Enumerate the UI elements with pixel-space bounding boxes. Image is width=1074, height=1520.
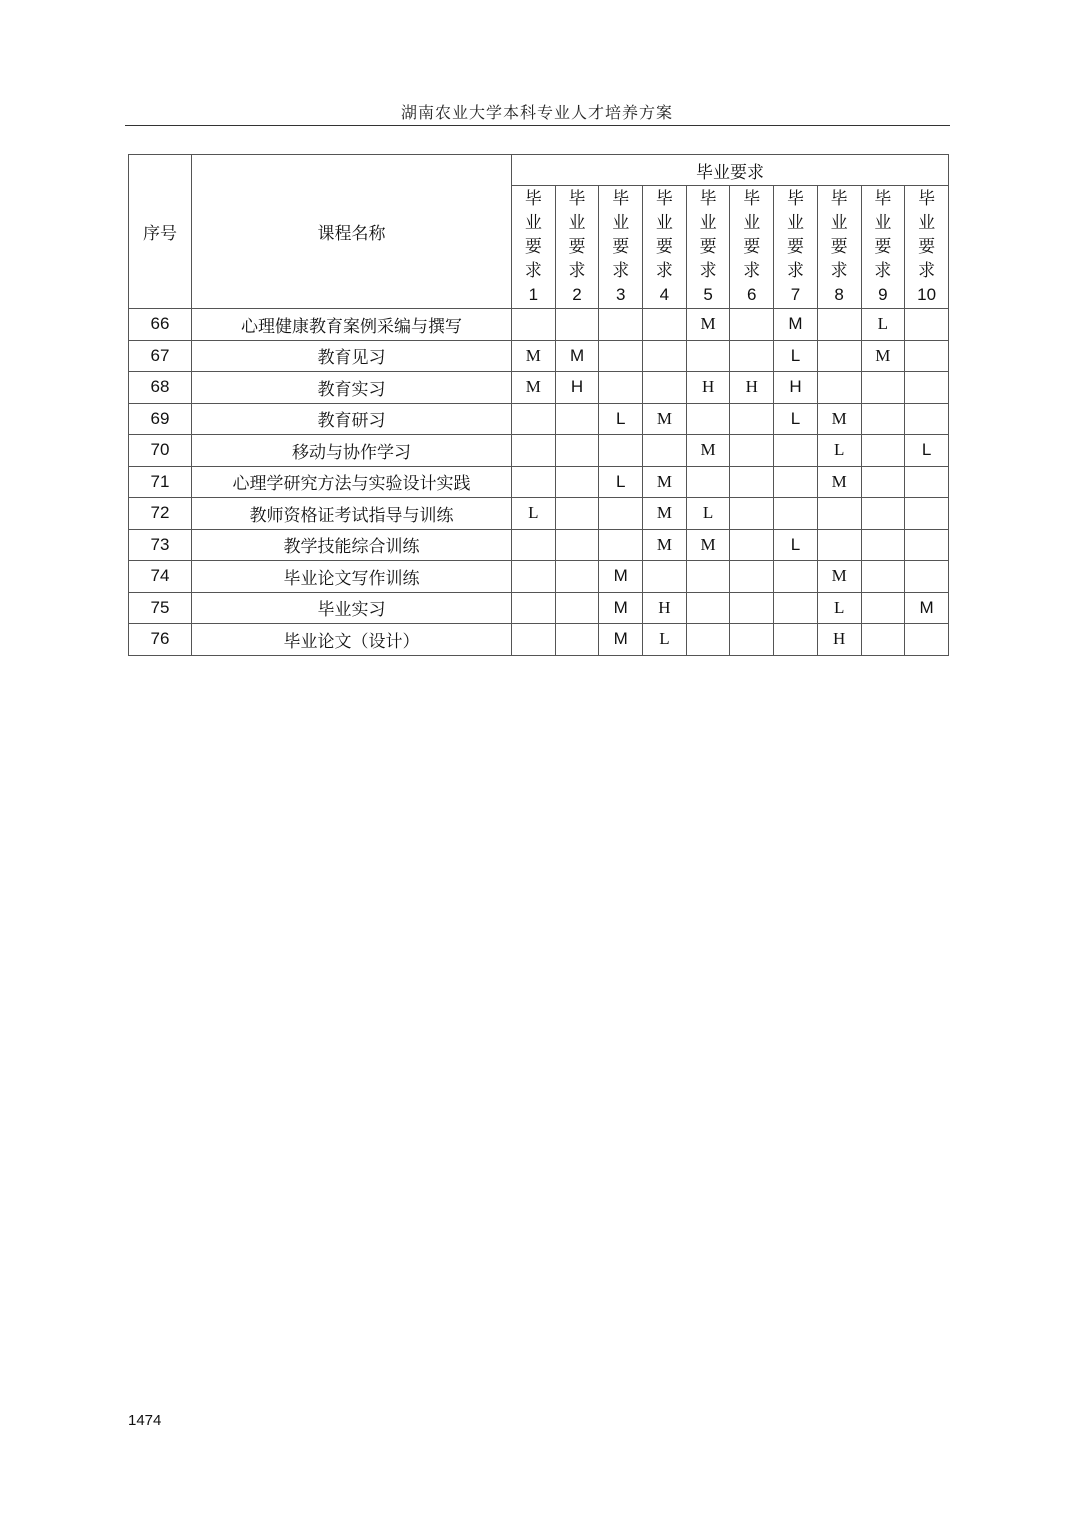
seq-header: 序号 xyxy=(129,155,192,309)
support-level-cell xyxy=(512,435,556,467)
support-level-cell xyxy=(686,624,730,656)
row-course-name: 教师资格证考试指导与训练 xyxy=(192,498,512,530)
requirement-header-char: 要 xyxy=(874,237,892,257)
requirement-header-char: 业 xyxy=(655,213,673,233)
course-name-header: 课程名称 xyxy=(192,155,512,309)
support-level-cell xyxy=(817,498,861,530)
support-level-cell xyxy=(905,498,949,530)
table-row xyxy=(129,372,949,404)
row-course-name: 移动与协作学习 xyxy=(192,435,512,467)
row-seq: 71 xyxy=(129,466,192,498)
support-level-cell xyxy=(905,624,949,656)
support-level-cell: H xyxy=(817,624,861,656)
row-course-name: 心理学研究方法与实验设计实践 xyxy=(192,466,512,498)
support-level-cell: L xyxy=(817,592,861,624)
support-level-cell xyxy=(599,340,643,372)
support-level-cell xyxy=(774,592,818,624)
support-level-cell: M xyxy=(555,340,599,372)
requirement-header-char: 求 xyxy=(524,261,542,281)
requirement-header-char: 求 xyxy=(743,261,761,281)
table-row xyxy=(129,561,949,593)
support-level-cell xyxy=(861,498,905,530)
support-level-cell xyxy=(555,624,599,656)
requirement-header-4 xyxy=(643,186,687,309)
table-row xyxy=(129,529,949,561)
support-level-cell xyxy=(861,435,905,467)
page-header-title: 湖南农业大学本科专业人才培养方案 xyxy=(400,103,673,122)
requirement-header-number: 5 xyxy=(703,285,713,304)
support-level-cell xyxy=(555,309,599,341)
requirement-header-char: 求 xyxy=(568,261,586,281)
table-row xyxy=(129,435,949,467)
support-level-cell xyxy=(599,498,643,530)
support-level-cell xyxy=(555,561,599,593)
support-level-cell: M xyxy=(643,529,687,561)
row-seq: 69 xyxy=(129,403,192,435)
support-level-cell xyxy=(512,561,556,593)
support-level-cell xyxy=(905,309,949,341)
requirement-header-10 xyxy=(905,186,949,309)
support-level-cell: M xyxy=(861,340,905,372)
support-level-cell xyxy=(686,340,730,372)
row-seq: 66 xyxy=(129,309,192,341)
support-level-cell xyxy=(905,403,949,435)
requirement-header-char: 毕 xyxy=(786,189,804,209)
row-seq: 67 xyxy=(129,340,192,372)
requirement-header-char: 业 xyxy=(699,213,717,233)
requirement-header-char: 求 xyxy=(918,261,936,281)
support-level-cell xyxy=(774,498,818,530)
support-level-cell: M xyxy=(512,340,556,372)
requirement-header-char: 求 xyxy=(874,261,892,281)
support-level-cell: L xyxy=(643,624,687,656)
requirement-header-char: 要 xyxy=(568,237,586,257)
support-level-cell: L xyxy=(905,435,949,467)
support-level-cell xyxy=(555,435,599,467)
requirement-header-char: 要 xyxy=(612,237,630,257)
support-level-cell xyxy=(905,466,949,498)
requirement-header-char: 毕 xyxy=(743,189,761,209)
support-level-cell xyxy=(905,340,949,372)
requirement-header-number: 2 xyxy=(572,285,582,304)
support-level-cell: L xyxy=(774,403,818,435)
support-level-cell: L xyxy=(861,309,905,341)
support-level-cell xyxy=(555,529,599,561)
support-level-cell xyxy=(643,435,687,467)
support-level-cell xyxy=(861,592,905,624)
support-level-cell: M xyxy=(599,592,643,624)
support-level-cell: M xyxy=(817,561,861,593)
row-seq: 70 xyxy=(129,435,192,467)
requirement-header-char: 业 xyxy=(918,213,936,233)
table-row xyxy=(129,498,949,530)
support-level-cell xyxy=(817,529,861,561)
requirement-header-2 xyxy=(555,186,599,309)
requirement-header-char: 求 xyxy=(699,261,717,281)
requirement-header-char: 要 xyxy=(830,237,848,257)
support-level-cell: M xyxy=(643,403,687,435)
requirement-header-8 xyxy=(817,186,861,309)
requirement-header-number: 7 xyxy=(790,285,801,304)
requirement-header-6 xyxy=(730,186,774,309)
support-level-cell: M xyxy=(905,592,949,624)
support-level-cell: L xyxy=(599,403,643,435)
support-level-cell xyxy=(905,529,949,561)
table-row xyxy=(129,340,949,372)
support-level-cell: M xyxy=(774,309,818,341)
table-row xyxy=(129,309,949,341)
row-seq: 75 xyxy=(129,592,192,624)
support-level-cell: M xyxy=(686,309,730,341)
support-level-cell xyxy=(861,466,905,498)
support-level-cell: M xyxy=(817,403,861,435)
support-level-cell xyxy=(686,466,730,498)
support-level-cell xyxy=(686,592,730,624)
support-level-cell xyxy=(555,466,599,498)
support-level-cell: M xyxy=(643,466,687,498)
support-level-cell: L xyxy=(686,498,730,530)
requirement-header-char: 要 xyxy=(786,237,804,257)
support-level-cell xyxy=(817,340,861,372)
support-level-cell xyxy=(599,435,643,467)
requirement-header-char: 要 xyxy=(918,237,936,257)
support-level-cell xyxy=(730,403,774,435)
support-level-cell xyxy=(861,529,905,561)
requirement-header-number: 8 xyxy=(834,285,844,304)
table-row xyxy=(129,466,949,498)
requirement-header-char: 业 xyxy=(524,213,542,233)
requirement-header-char: 要 xyxy=(524,237,542,257)
requirement-header-char: 业 xyxy=(743,213,761,233)
support-level-cell xyxy=(643,340,687,372)
support-level-cell xyxy=(730,435,774,467)
row-seq: 74 xyxy=(129,561,192,593)
requirement-header-char: 要 xyxy=(655,237,673,257)
requirement-header-number: 10 xyxy=(917,285,937,304)
support-level-cell: L xyxy=(599,466,643,498)
row-seq: 72 xyxy=(129,498,192,530)
row-course-name: 心理健康教育案例采编与撰写 xyxy=(192,309,512,341)
requirement-header-char: 毕 xyxy=(874,189,892,209)
table-row xyxy=(129,403,949,435)
requirement-header-number: 4 xyxy=(659,285,670,304)
row-course-name: 毕业论文（设计） xyxy=(192,624,512,656)
requirement-header-char: 求 xyxy=(830,261,848,281)
requirement-header-number: 1 xyxy=(528,285,539,304)
requirement-header-char: 毕 xyxy=(612,189,630,209)
support-level-cell xyxy=(643,372,687,404)
requirement-header-char: 毕 xyxy=(524,189,542,209)
support-level-cell: H xyxy=(730,372,774,404)
support-level-cell xyxy=(730,466,774,498)
support-level-cell xyxy=(730,624,774,656)
support-level-cell: H xyxy=(555,372,599,404)
support-level-cell xyxy=(861,403,905,435)
support-level-cell: M xyxy=(817,466,861,498)
support-level-cell xyxy=(774,435,818,467)
row-course-name: 教育研习 xyxy=(192,403,512,435)
support-level-cell xyxy=(861,624,905,656)
support-level-cell xyxy=(730,529,774,561)
support-level-cell xyxy=(512,403,556,435)
requirement-header-char: 业 xyxy=(568,213,586,233)
row-course-name: 教育实习 xyxy=(192,372,512,404)
support-level-cell: M xyxy=(512,372,556,404)
requirement-header-3 xyxy=(599,186,643,309)
support-level-cell xyxy=(905,561,949,593)
support-level-cell: M xyxy=(686,435,730,467)
row-course-name: 毕业实习 xyxy=(192,592,512,624)
support-level-cell: H xyxy=(686,372,730,404)
support-level-cell xyxy=(905,372,949,404)
requirement-header-7 xyxy=(774,186,818,309)
support-level-cell xyxy=(512,309,556,341)
support-level-cell xyxy=(686,561,730,593)
requirement-header-char: 求 xyxy=(612,261,630,281)
row-course-name: 教育见习 xyxy=(192,340,512,372)
support-level-cell: H xyxy=(643,592,687,624)
support-level-cell xyxy=(730,340,774,372)
requirement-header-char: 要 xyxy=(699,237,717,257)
support-level-cell xyxy=(555,403,599,435)
support-level-cell xyxy=(730,309,774,341)
support-level-cell xyxy=(774,624,818,656)
requirement-header-char: 业 xyxy=(874,213,892,233)
requirement-header-char: 毕 xyxy=(918,189,936,209)
row-seq: 68 xyxy=(129,372,192,404)
requirement-header-5 xyxy=(686,186,730,309)
support-level-cell xyxy=(730,592,774,624)
requirement-header-number: 6 xyxy=(747,285,757,304)
requirement-header-char: 求 xyxy=(655,261,673,281)
support-level-cell xyxy=(817,309,861,341)
support-level-cell xyxy=(643,309,687,341)
requirement-header-char: 毕 xyxy=(568,189,586,209)
support-level-cell xyxy=(730,561,774,593)
support-level-cell xyxy=(512,592,556,624)
requirement-header-char: 业 xyxy=(612,213,630,233)
support-level-cell: L xyxy=(512,498,556,530)
support-level-cell: L xyxy=(774,340,818,372)
requirement-header-char: 毕 xyxy=(830,189,848,209)
support-level-cell xyxy=(861,561,905,593)
support-level-cell xyxy=(512,529,556,561)
support-level-cell xyxy=(774,466,818,498)
requirement-header-char: 求 xyxy=(786,261,804,281)
support-level-cell: M xyxy=(643,498,687,530)
support-level-cell xyxy=(817,372,861,404)
requirement-header-char: 毕 xyxy=(655,189,673,209)
requirement-header-number: 9 xyxy=(878,285,888,304)
support-level-cell xyxy=(599,309,643,341)
requirement-header-char: 业 xyxy=(786,213,804,233)
support-level-cell: M xyxy=(599,561,643,593)
support-level-cell: M xyxy=(686,529,730,561)
support-level-cell xyxy=(555,498,599,530)
requirement-header-char: 毕 xyxy=(699,189,717,209)
requirement-header-9 xyxy=(861,186,905,309)
requirement-header-1 xyxy=(512,186,556,309)
support-level-cell xyxy=(774,561,818,593)
support-level-cell xyxy=(599,529,643,561)
header-divider xyxy=(125,125,950,126)
support-level-cell xyxy=(599,372,643,404)
row-course-name: 教学技能综合训练 xyxy=(192,529,512,561)
row-seq: 73 xyxy=(129,529,192,561)
support-level-cell xyxy=(643,561,687,593)
support-level-cell xyxy=(686,403,730,435)
page-number: 1474 xyxy=(128,1412,162,1429)
support-level-cell xyxy=(861,372,905,404)
support-level-cell: L xyxy=(817,435,861,467)
support-level-cell: L xyxy=(774,529,818,561)
table-row xyxy=(129,624,949,656)
support-level-cell xyxy=(512,466,556,498)
requirement-header-number: 3 xyxy=(615,285,626,304)
support-level-cell: M xyxy=(599,624,643,656)
support-level-cell xyxy=(512,624,556,656)
support-level-cell xyxy=(555,592,599,624)
row-seq: 76 xyxy=(129,624,192,656)
support-level-cell: H xyxy=(774,372,818,404)
graduation-requirement-matrix xyxy=(128,154,949,656)
support-level-cell xyxy=(730,498,774,530)
table-row xyxy=(129,592,949,624)
requirement-header-char: 要 xyxy=(743,237,761,257)
requirement-header-char: 业 xyxy=(830,213,848,233)
graduation-requirements-header: 毕业要求 xyxy=(512,155,949,186)
row-course-name: 毕业论文写作训练 xyxy=(192,561,512,593)
